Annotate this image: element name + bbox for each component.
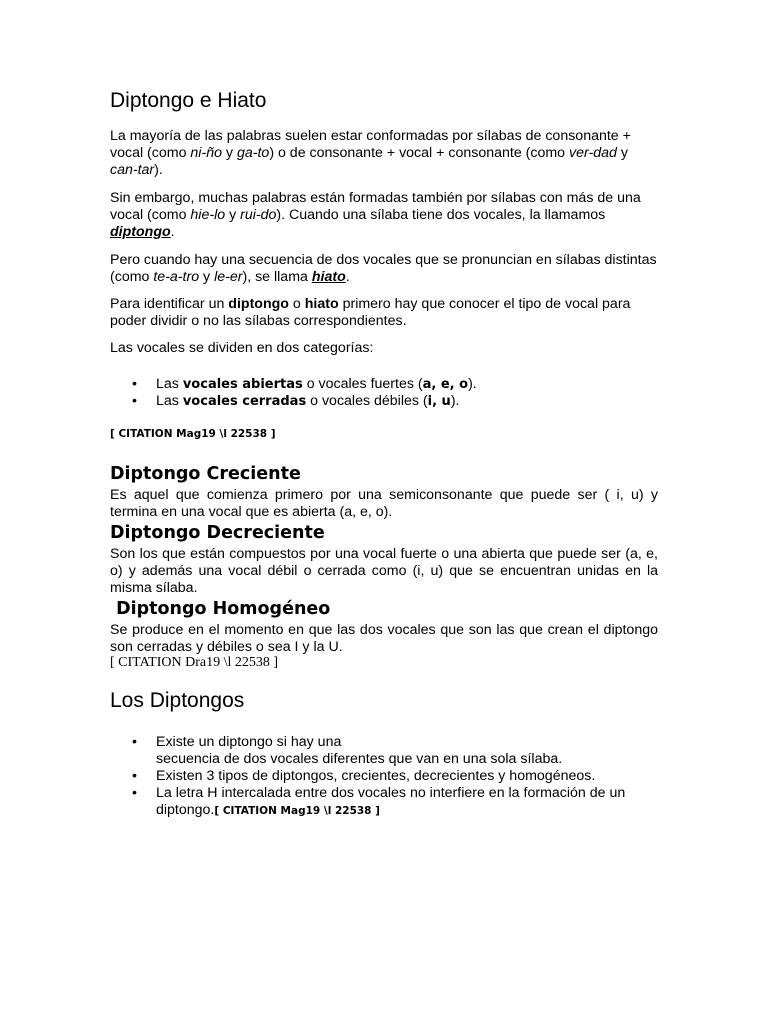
paragraph-diptongo-creciente: Es aquel que comienza primero por una semiconsonante que puede ser ( i, u) y termina en una vocal que es abierta (a, e, o). — [110, 487, 658, 520]
term-diptongo: diptongo — [110, 224, 171, 240]
list-item: • Las vocales abiertas o vocales fuertes (a, e, o). — [110, 376, 660, 393]
citation-field: [ CITATION Dra19 \l 22538 ] — [110, 655, 279, 670]
term-hiato: hiato — [311, 269, 346, 285]
paragraph-identify: Para identificar un diptongo o hiato primero hay que conocer el tipo de vocal para poder dividir o no las sílabas correspondientes. — [110, 296, 631, 329]
vowel-list — [110, 376, 660, 410]
heading-los-diptongos: Los Diptongos — [110, 689, 245, 712]
citation-field: [ CITATION Mag19 \l 22538 ] — [214, 805, 380, 817]
heading-diptongo-decreciente: Diptongo Decreciente — [110, 523, 325, 543]
citation-field: [ CITATION Mag19 \l 22538 ] — [110, 428, 276, 440]
diptongos-list — [110, 734, 660, 820]
list-item: • Las vocales cerradas o vocales débiles (i, u). — [110, 393, 660, 410]
paragraph-diptongo-homogeneo: Se produce en el momento en que las dos vocales que son las que crean el diptongo son cerradas y débiles o sea I y la U. — [110, 622, 658, 655]
heading-diptongo-homogeneo: Diptongo Homogéneo — [110, 599, 331, 619]
list-item: • La letra H intercalada entre dos vocales no interfiere en la formación de un diptongo.[ CITATION Mag19 \l 22538 ] — [110, 785, 660, 820]
paragraph-intro: La mayoría de las palabras suelen estar conformadas por sílabas de consonante + vocal (como ni-ño y ga-to) o de consonante + vocal + consonante (como ver-dad y can-tar). — [110, 128, 631, 178]
paragraph-vowel-categories: Las vocales se dividen en dos categorías: — [110, 340, 374, 356]
list-item: • Existen 3 tipos de diptongos, crecientes, decrecientes y homogéneos. — [110, 768, 660, 785]
heading-diptongo-creciente: Diptongo Creciente — [110, 464, 301, 484]
list-item: • Existe un diptongo si hay una secuencia de dos vocales diferentes que van en una sola sílaba. — [110, 734, 660, 768]
paragraph-hiato-definition: Pero cuando hay una secuencia de dos vocales que se pronuncian en sílabas distintas (como te-a-tro y le-er), se llama hiato. — [110, 252, 657, 285]
page-title: Diptongo e Hiato — [110, 89, 267, 112]
paragraph-diptongo-definition: Sin embargo, muchas palabras están formadas también por sílabas con más de una vocal (como hie-lo y rui-do). Cuando una sílaba tiene dos vocales, la llamamos diptongo. — [110, 190, 641, 240]
paragraph-diptongo-decreciente: Son los que están compuestos por una vocal fuerte o una abierta que puede ser (a, e, o) y además una vocal débil o cerrada como (i, u) que se encuentran unidas en la misma sílaba. — [110, 546, 658, 596]
